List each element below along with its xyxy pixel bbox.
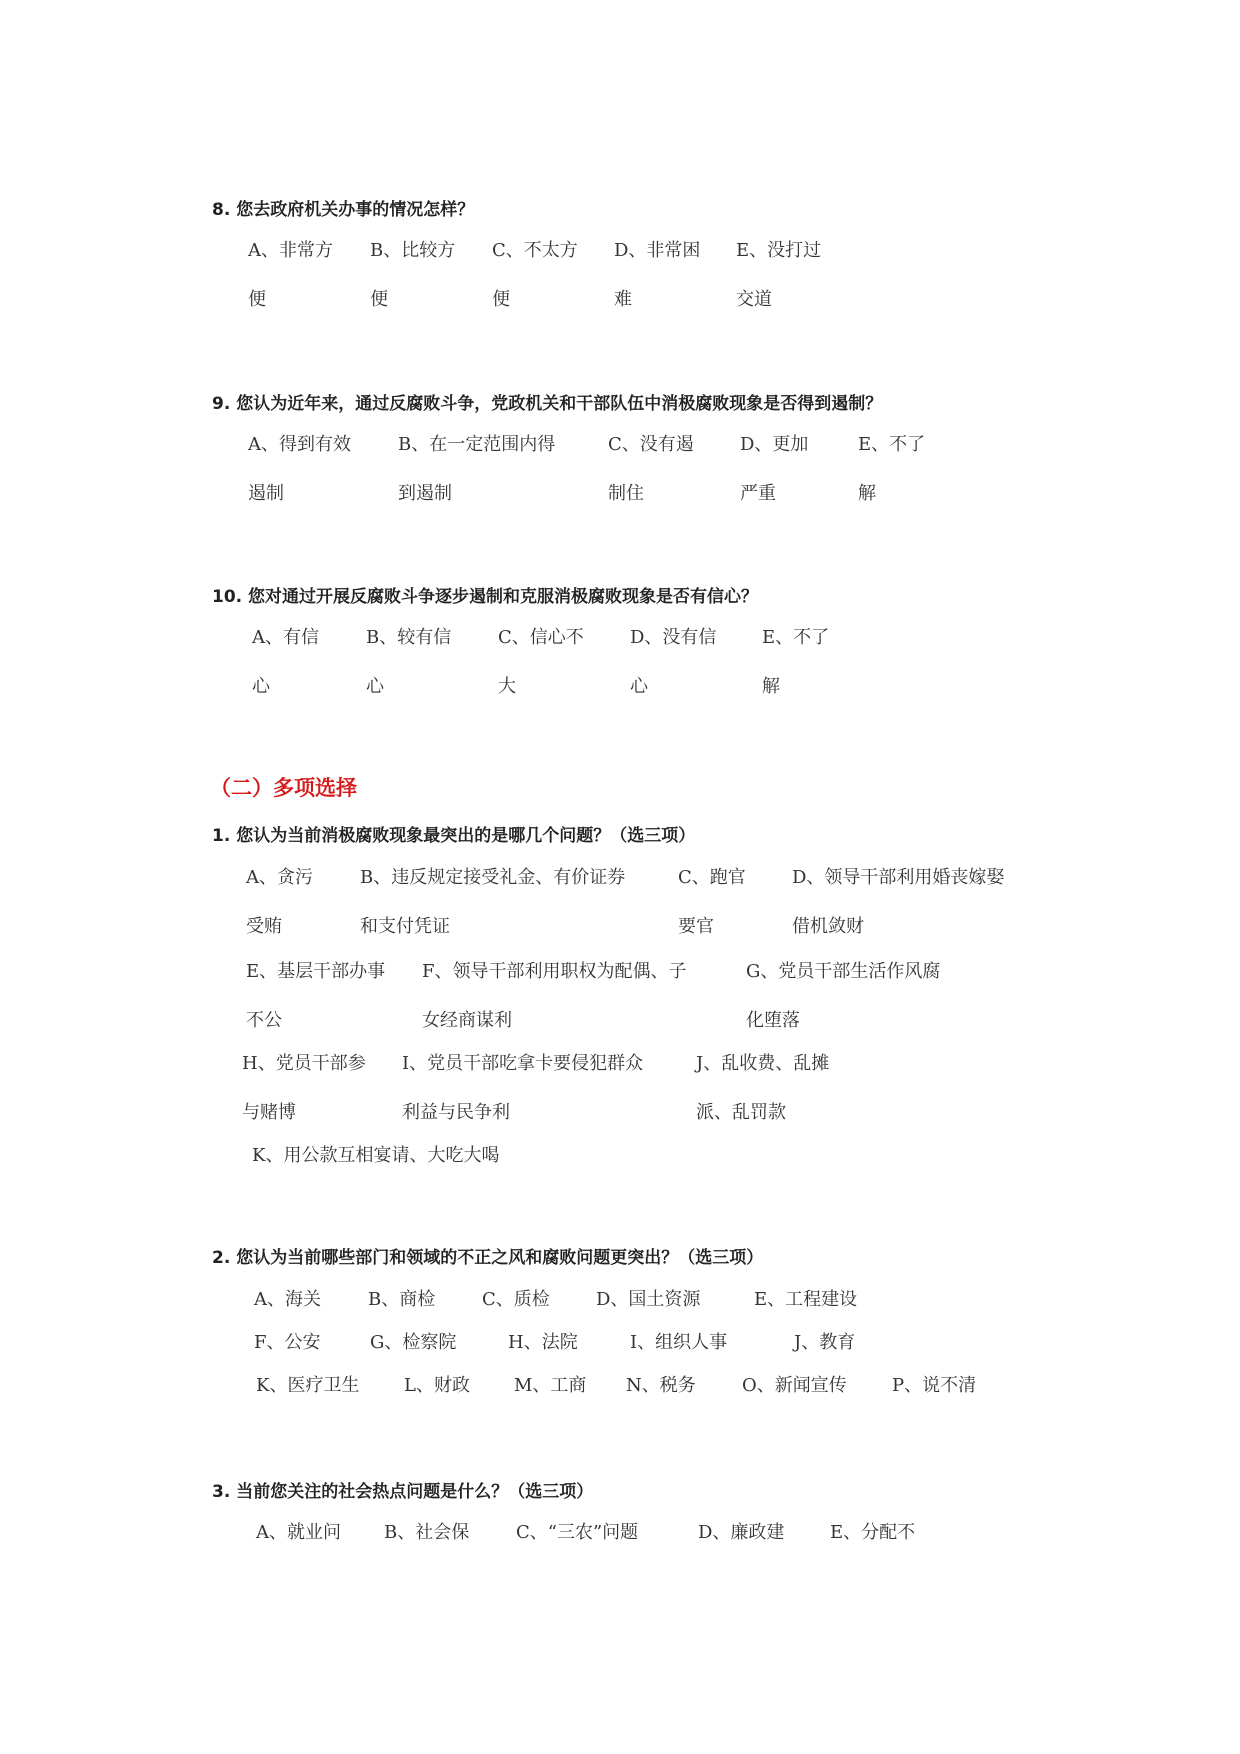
m1-option-e: E、基层干部办事 bbox=[246, 961, 386, 982]
m2-option-c: C、质检 bbox=[482, 1289, 550, 1310]
m1-option-j-cont: 派、乱罚款 bbox=[696, 1102, 786, 1123]
m2-option-i: I、组织人事 bbox=[630, 1332, 728, 1353]
q8-option-d-cont: 难 bbox=[614, 289, 632, 310]
q10-option-e-cont: 解 bbox=[762, 676, 780, 697]
multi-question-2-title: 2. 您认为当前哪些部门和领域的不正之风和腐败问题更突出？（选三项） bbox=[212, 1248, 764, 1268]
m1-option-i-cont: 利益与民争利 bbox=[402, 1102, 510, 1123]
m3-option-a: A、就业问 bbox=[256, 1522, 341, 1543]
q8-option-b-cont: 便 bbox=[370, 289, 388, 310]
m2-option-m: M、工商 bbox=[514, 1375, 587, 1396]
q8-option-c-cont: 便 bbox=[492, 289, 510, 310]
m1-option-b-cont: 和支付凭证 bbox=[360, 916, 450, 937]
q9-option-b: B、在一定范围内得 bbox=[398, 434, 556, 455]
m1-option-c: C、跑官 bbox=[678, 867, 746, 888]
q8-option-b: B、比较方 bbox=[370, 240, 456, 261]
m1-option-c-cont: 要官 bbox=[678, 916, 714, 937]
m1-option-b: B、违反规定接受礼金、有价证券 bbox=[360, 867, 626, 888]
m1-option-g-cont: 化堕落 bbox=[746, 1010, 800, 1031]
m1-option-f: F、领导干部利用职权为配偶、子 bbox=[422, 961, 687, 982]
q10-option-a-cont: 心 bbox=[252, 676, 270, 697]
m1-option-d-cont: 借机敛财 bbox=[792, 916, 864, 937]
m2-option-d: D、国土资源 bbox=[596, 1289, 701, 1310]
q9-option-e-cont: 解 bbox=[858, 483, 876, 504]
q8-option-c: C、不太方 bbox=[492, 240, 578, 261]
m1-option-h: H、党员干部参 bbox=[242, 1053, 366, 1074]
q8-option-e-cont: 交道 bbox=[736, 289, 772, 310]
m2-option-k: K、医疗卫生 bbox=[256, 1375, 360, 1396]
q8-option-a: A、非常方 bbox=[248, 240, 333, 261]
m1-option-i: I、党员干部吃拿卡要侵犯群众 bbox=[402, 1053, 644, 1074]
q9-option-a: A、得到有效 bbox=[248, 434, 351, 455]
q10-option-b-cont: 心 bbox=[366, 676, 384, 697]
m1-option-a: A、贪污 bbox=[246, 867, 313, 888]
m2-option-f: F、公安 bbox=[254, 1332, 321, 1353]
q10-option-c: C、信心不 bbox=[498, 627, 584, 648]
q9-option-a-cont: 遏制 bbox=[248, 483, 284, 504]
m1-option-d: D、领导干部利用婚丧嫁娶 bbox=[792, 867, 1005, 888]
m2-option-e: E、工程建设 bbox=[754, 1289, 858, 1310]
q10-option-b: B、较有信 bbox=[366, 627, 452, 648]
m2-option-n: N、税务 bbox=[626, 1375, 696, 1396]
m3-option-c: C、“三农”问题 bbox=[516, 1522, 639, 1543]
q9-option-c-cont: 制住 bbox=[608, 483, 644, 504]
multi-question-3-title: 3. 当前您关注的社会热点问题是什么？（选三项） bbox=[212, 1482, 594, 1502]
m1-option-k: K、用公款互相宴请、大吃大喝 bbox=[252, 1145, 500, 1166]
m3-option-d: D、廉政建 bbox=[698, 1522, 785, 1543]
m1-option-a-cont: 受贿 bbox=[246, 916, 282, 937]
section-heading-multiple-choice: （二）多项选择 bbox=[210, 776, 357, 800]
q9-option-d-cont: 严重 bbox=[740, 483, 776, 504]
q10-option-d-cont: 心 bbox=[630, 676, 648, 697]
q10-option-e: E、不了 bbox=[762, 627, 830, 648]
m2-option-j: J、教育 bbox=[794, 1332, 856, 1353]
m1-option-h-cont: 与赌博 bbox=[242, 1102, 296, 1123]
m2-option-b: B、商检 bbox=[368, 1289, 436, 1310]
question-9-title: 9. 您认为近年来，通过反腐败斗争，党政机关和干部队伍中消极腐败现象是否得到遏制？ bbox=[212, 394, 883, 414]
m2-option-o: O、新闻宣传 bbox=[742, 1375, 847, 1396]
m2-option-l: L、财政 bbox=[404, 1375, 470, 1396]
question-10-title: 10. 您对通过开展反腐败斗争逐步遏制和克服消极腐败现象是否有信心？ bbox=[212, 587, 759, 607]
q8-option-a-cont: 便 bbox=[248, 289, 266, 310]
q9-option-b-cont: 到遏制 bbox=[398, 483, 452, 504]
q9-option-e: E、不了 bbox=[858, 434, 926, 455]
m3-option-b: B、社会保 bbox=[384, 1522, 470, 1543]
m2-option-a: A、海关 bbox=[254, 1289, 321, 1310]
q10-option-a: A、有信 bbox=[252, 627, 319, 648]
q8-option-d: D、非常困 bbox=[614, 240, 701, 261]
question-8-title: 8. 您去政府机关办事的情况怎样？ bbox=[212, 200, 475, 220]
q9-option-c: C、没有遏 bbox=[608, 434, 694, 455]
m1-option-e-cont: 不公 bbox=[246, 1010, 282, 1031]
multi-question-1-title: 1. 您认为当前消极腐败现象最突出的是哪几个问题？（选三项） bbox=[212, 826, 696, 846]
m2-option-h: H、法院 bbox=[508, 1332, 578, 1353]
q10-option-d: D、没有信 bbox=[630, 627, 717, 648]
m1-option-j: J、乱收费、乱摊 bbox=[696, 1053, 830, 1074]
m1-option-g: G、党员干部生活作风腐 bbox=[746, 961, 941, 982]
m2-option-p: P、说不清 bbox=[892, 1375, 977, 1396]
q10-option-c-cont: 大 bbox=[498, 676, 516, 697]
m1-option-f-cont: 女经商谋利 bbox=[422, 1010, 512, 1031]
q8-option-e: E、没打过 bbox=[736, 240, 822, 261]
m2-option-g: G、检察院 bbox=[370, 1332, 457, 1353]
m3-option-e: E、分配不 bbox=[830, 1522, 916, 1543]
q9-option-d: D、更加 bbox=[740, 434, 809, 455]
